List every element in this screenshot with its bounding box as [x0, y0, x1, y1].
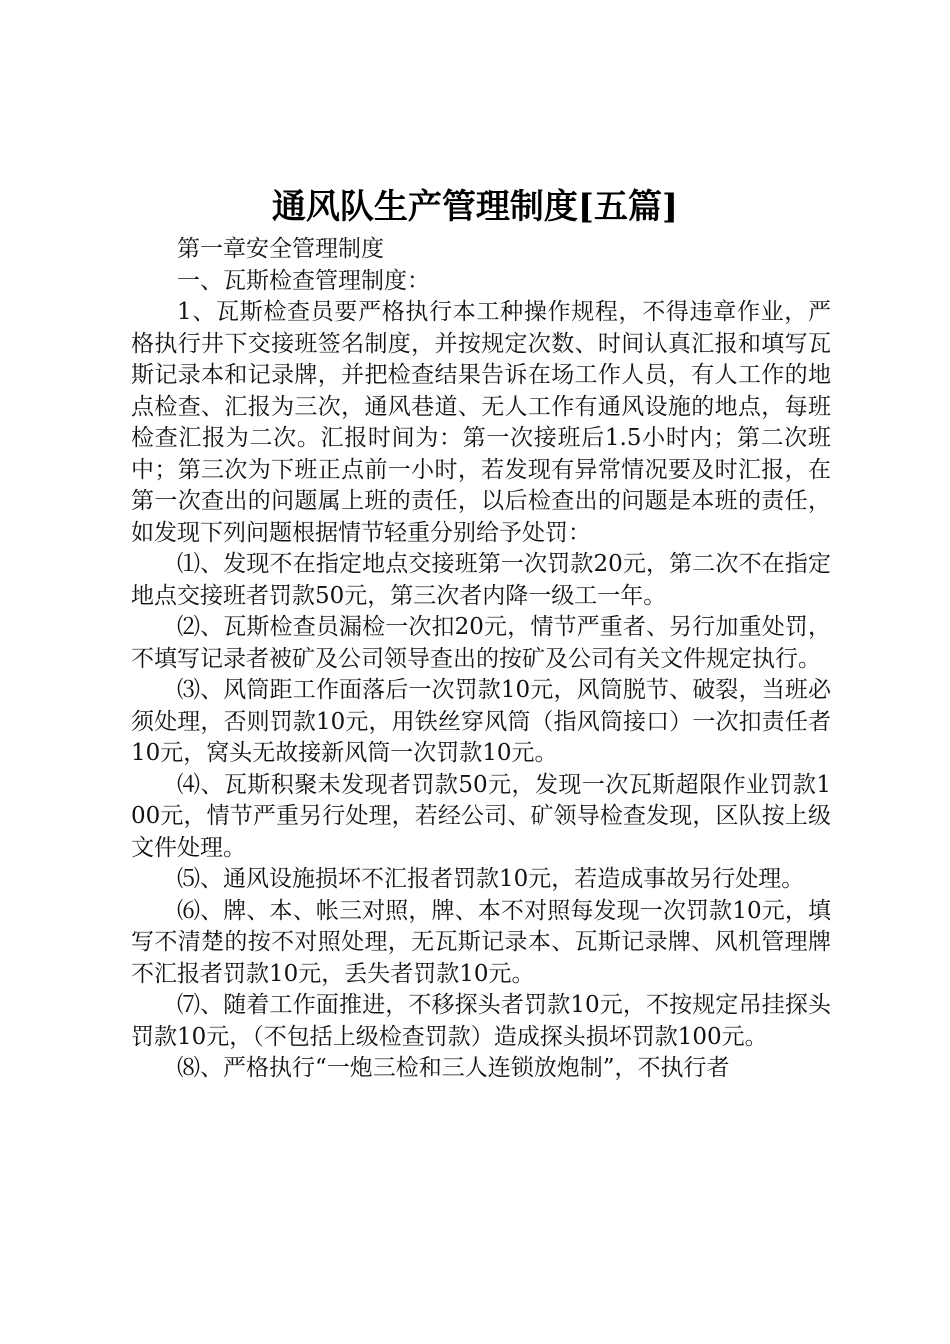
document-body — [131, 234, 831, 1085]
section-heading: 一、瓦斯检查管理制度： — [177, 267, 430, 294]
paragraph: ⑶、风筒距工作面落后一次罚款10元，风筒脱节、破裂，当班必须处理，否则罚款10元，用铁丝穿风筒（指风筒接口）一次扣责任者10元，窝头无故接新风筒一次罚款10元。 — [131, 677, 831, 766]
paragraph: ⑵、瓦斯检查员漏检一次扣20元，情节严重者、另行加重处罚，不填写记录者被矿及公司领导查出的按矿及公司有关文件规定执行。 — [131, 614, 831, 672]
paragraph: ⑻、严格执行“一炮三检和三人连锁放炮制”，不执行者 — [177, 1055, 730, 1081]
document-title: 通风队生产管理制度[五篇] — [271, 187, 679, 227]
paragraph: 1、瓦斯检查员要严格执行本工种操作规程，不得违章作业，严格执行井下交接班签名制度，并按规定次数、时间认真汇报和填写瓦斯记录本和记录牌，并把检查结果告诉在场工作人员，有人工作的地点检查、汇报为三次，通风巷道、无人工作有通风设施的地点，每班检查汇报为二次。汇报时间为：第一次接班后1.5小时内；第二次班中；第三次为下班正点前一小时，若发现有异常情况要及时汇报，在第一次查出的问题属上班的责任，以后检查出的问题是本班的责任，如发现下列问题根据情节轻重分别给予处罚： — [131, 299, 831, 546]
chapter-heading: 第一章安全管理制度 — [177, 236, 384, 262]
paragraph: ⑺、随着工作面推进，不移探头者罚款10元，不按规定吊挂探头罚款10元，（不包括上级检查罚款）造成探头损坏罚款100元。 — [131, 992, 831, 1050]
paragraph: ⑷、瓦斯积聚未发现者罚款50元，发现一次瓦斯超限作业罚款100元，情节严重另行处理，若经公司、矿领导检查发现，区队按上级文件处理。 — [131, 771, 831, 861]
paragraph: ⑴、发现不在指定地点交接班第一次罚款20元，第二次不在指定地点交接班者罚款50元，第三次者内降一级工一年。 — [131, 551, 831, 609]
paragraph: ⑹、牌、本、帐三对照，牌、本不对照每发现一次罚款10元，填写不清楚的按不对照处理，无瓦斯记录本、瓦斯记录牌、风机管理牌不汇报者罚款10元，丢失者罚款10元。 — [131, 897, 831, 987]
paragraph: ⑸、通风设施损坏不汇报者罚款10元，若造成事故另行处理。 — [177, 866, 805, 892]
